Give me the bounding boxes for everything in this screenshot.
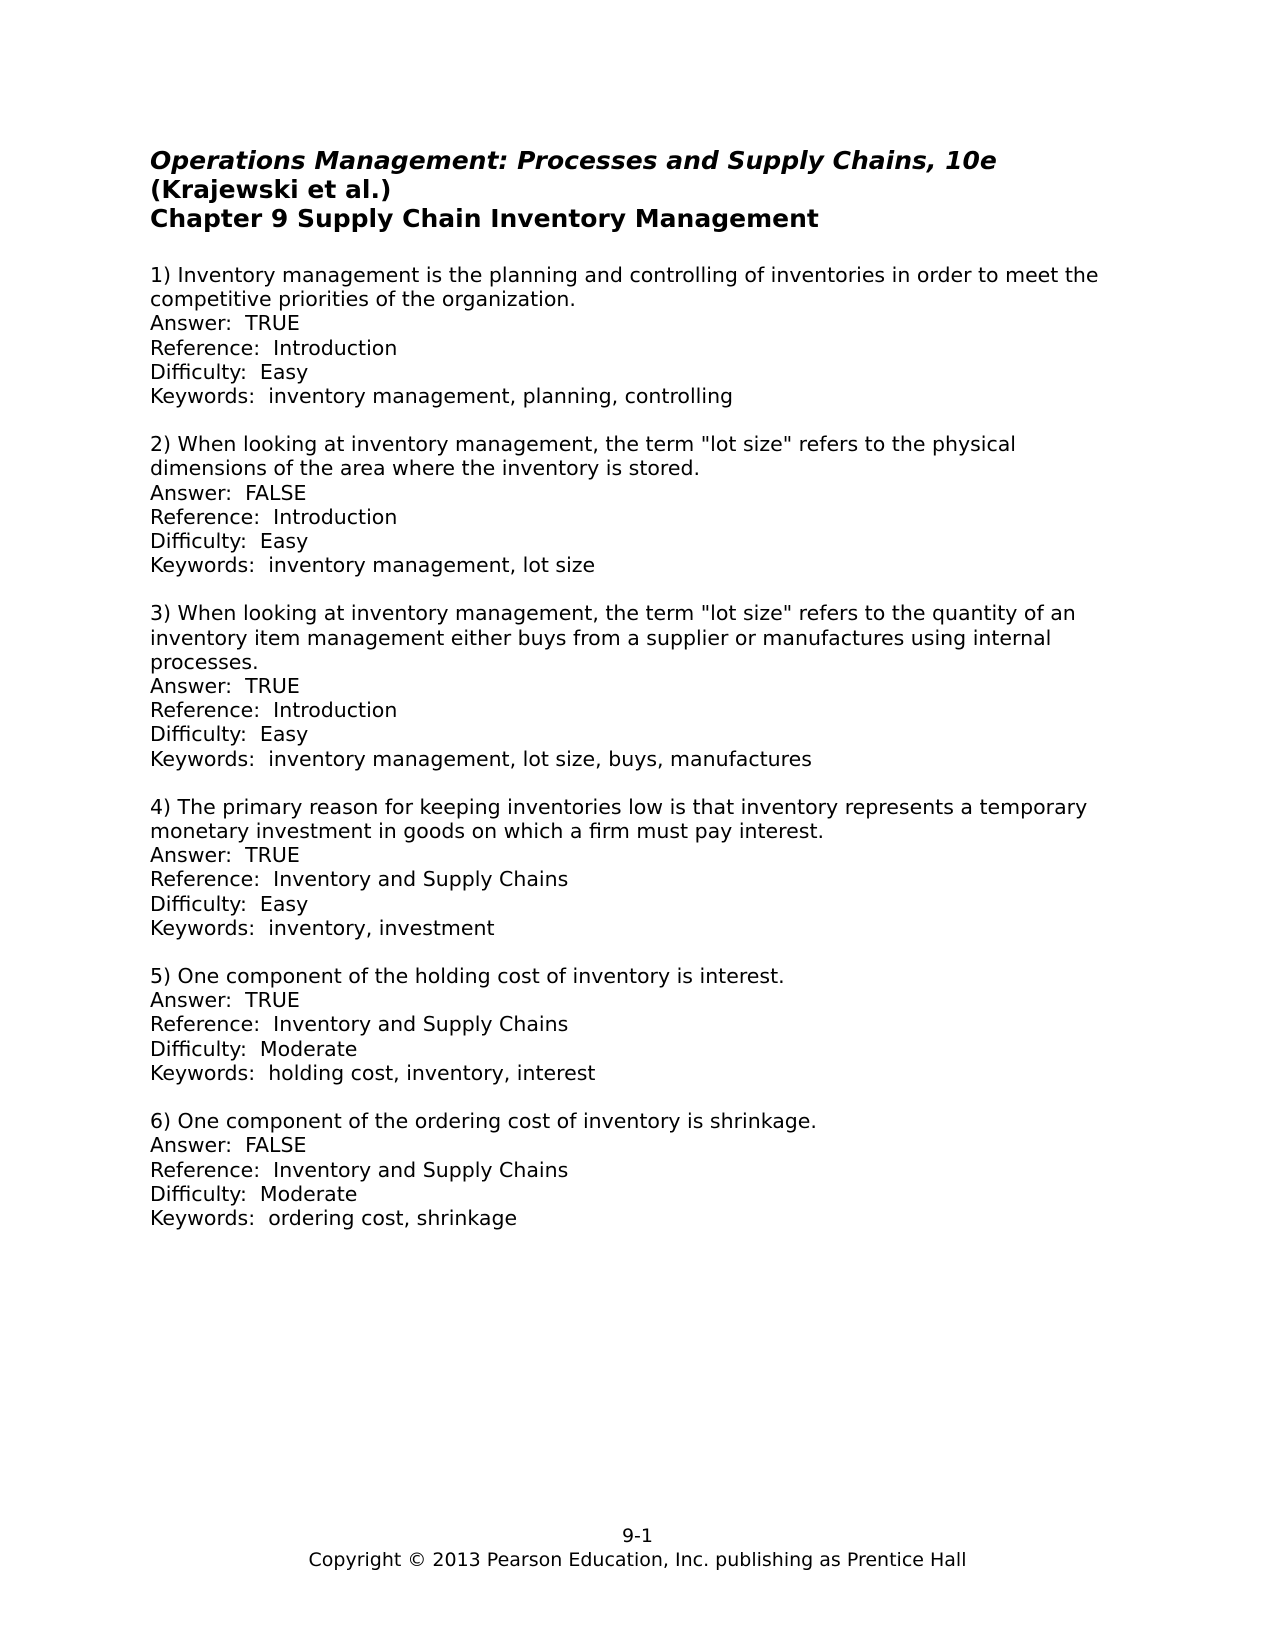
answer-label: Answer:	[150, 480, 246, 505]
difficulty-label: Difficulty:	[150, 1036, 260, 1061]
answer-label: Answer:	[150, 843, 246, 868]
page-number: 9-1	[621, 1525, 654, 1547]
answer-value: TRUE	[245, 674, 300, 699]
reference-value: Introduction	[273, 504, 398, 529]
chapter-title: Chapter 9 Supply Chain Inventory Management	[150, 204, 819, 233]
reference-line	[150, 1012, 1130, 1036]
difficulty-line	[150, 1182, 1130, 1206]
difficulty-value: Easy	[259, 529, 309, 554]
difficulty-label: Difficulty:	[150, 891, 260, 916]
keywords-value: inventory management, lot size	[268, 553, 596, 578]
keywords-value: ordering cost, shrinkage	[268, 1205, 518, 1230]
reference-line	[150, 698, 1130, 722]
keywords-line	[150, 1061, 1130, 1085]
answer-line	[150, 1133, 1130, 1157]
reference-label: Reference:	[150, 504, 274, 529]
difficulty-value: Easy	[259, 891, 309, 916]
keywords-label: Keywords:	[150, 746, 269, 771]
difficulty-label: Difficulty:	[150, 722, 260, 747]
reference-value: Inventory and Supply Chains	[273, 1012, 569, 1037]
keywords-line	[150, 916, 1130, 940]
answer-value: FALSE	[245, 480, 307, 505]
answer-line	[150, 988, 1130, 1012]
keywords-line	[150, 1206, 1130, 1230]
reference-value: Introduction	[273, 335, 398, 360]
difficulty-line	[150, 1037, 1130, 1061]
difficulty-line	[150, 529, 1130, 553]
difficulty-line	[150, 360, 1130, 384]
keywords-line	[150, 384, 1130, 408]
book-title: Operations Management: Processes and Supply Chains, 10e	[150, 146, 997, 175]
question-list	[150, 263, 1130, 1230]
answer-line	[150, 311, 1130, 335]
keywords-line	[150, 553, 1130, 577]
difficulty-label: Difficulty:	[150, 529, 260, 554]
question-item	[150, 601, 1130, 770]
answer-label: Answer:	[150, 1133, 246, 1158]
difficulty-line	[150, 892, 1130, 916]
reference-value: Inventory and Supply Chains	[273, 1157, 569, 1182]
reference-value: Introduction	[273, 698, 398, 723]
difficulty-value: Easy	[259, 359, 309, 384]
difficulty-line	[150, 722, 1130, 746]
question-text: 5) One component of the holding cost of inventory is interest.	[150, 964, 785, 989]
reference-label: Reference:	[150, 698, 274, 723]
document-header	[150, 146, 1130, 233]
answer-value: TRUE	[245, 311, 300, 336]
difficulty-value: Moderate	[259, 1181, 358, 1206]
reference-line	[150, 867, 1130, 891]
question-item	[150, 432, 1130, 577]
reference-label: Reference:	[150, 867, 274, 892]
reference-label: Reference:	[150, 1012, 274, 1037]
reference-line	[150, 1158, 1130, 1182]
keywords-label: Keywords:	[150, 915, 269, 940]
keywords-value: inventory, investment	[268, 915, 495, 940]
answer-line	[150, 843, 1130, 867]
reference-label: Reference:	[150, 1157, 274, 1182]
reference-label: Reference:	[150, 335, 274, 360]
keywords-label: Keywords:	[150, 384, 269, 409]
question-text: 3) When looking at inventory management, the term "lot size" refers to the quantity of an inventory item management either buys from a supplier or manufactures using internal processes.	[150, 601, 1076, 674]
keywords-value: inventory management, planning, controlling	[268, 384, 734, 409]
answer-line	[150, 674, 1130, 698]
answer-label: Answer:	[150, 311, 246, 336]
question-item	[150, 263, 1130, 408]
answer-label: Answer:	[150, 674, 246, 699]
difficulty-label: Difficulty:	[150, 1181, 260, 1206]
question-text: 6) One component of the ordering cost of inventory is shrinkage.	[150, 1109, 817, 1134]
difficulty-label: Difficulty:	[150, 359, 260, 384]
answer-line	[150, 481, 1130, 505]
keywords-value: holding cost, inventory, interest	[268, 1060, 596, 1085]
question-text: 1) Inventory management is the planning and controlling of inventories in order to meet the competitive priorities of the organization.	[150, 263, 1099, 312]
answer-value: TRUE	[245, 988, 300, 1013]
document-page	[150, 146, 1130, 1254]
question-item	[150, 1109, 1130, 1230]
reference-value: Inventory and Supply Chains	[273, 867, 569, 892]
reference-line	[150, 336, 1130, 360]
answer-value: TRUE	[245, 843, 300, 868]
answer-value: FALSE	[245, 1133, 307, 1158]
question-item	[150, 964, 1130, 1085]
copyright-notice: Copyright © 2013 Pearson Education, Inc. publishing as Prentice Hall	[308, 1549, 967, 1571]
difficulty-value: Moderate	[259, 1036, 358, 1061]
keywords-label: Keywords:	[150, 1060, 269, 1085]
keywords-line	[150, 747, 1130, 771]
difficulty-value: Easy	[259, 722, 309, 747]
book-authors: (Krajewski et al.)	[150, 175, 392, 204]
question-text: 4) The primary reason for keeping inventories low is that inventory represents a temporary monetary investment in goods on which a firm must pay interest.	[150, 794, 1088, 844]
keywords-value: inventory management, lot size, buys, manufactures	[268, 746, 812, 771]
question-item	[150, 795, 1130, 940]
answer-label: Answer:	[150, 988, 246, 1013]
keywords-label: Keywords:	[150, 1205, 269, 1230]
question-text: 2) When looking at inventory management, the term "lot size" refers to the physical dimensions of the area where the inventory is stored.	[150, 432, 1016, 481]
keywords-label: Keywords:	[150, 553, 269, 578]
reference-line	[150, 505, 1130, 529]
